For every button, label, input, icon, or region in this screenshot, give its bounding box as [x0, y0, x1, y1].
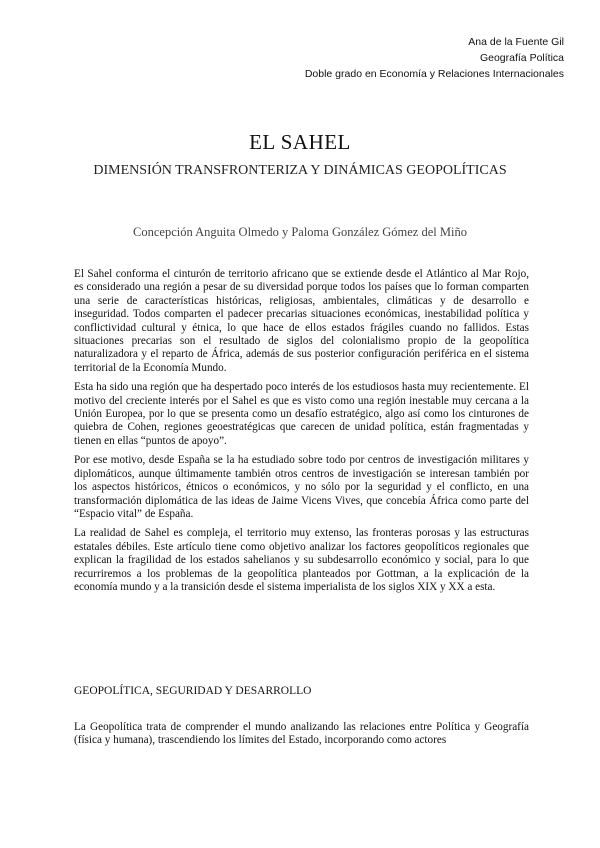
article-subtitle: DIMENSIÓN TRANSFRONTERIZA Y DINÁMICAS GEOPOLÍTICAS	[93, 163, 507, 178]
article-authors: Concepción Anguita Olmedo y Paloma González Gómez del Miño	[133, 225, 467, 239]
summary-body	[74, 268, 529, 600]
paragraph: El Sahel conforma el cinturón de territorio africano que se extiende desde el Atlántico al Mar Rojo, es considerado una región a pesar de su diversidad porque todos los países que lo forman comparten una serie de características históricas, religiosas, ambientales, climáticas y de desarrollo e inseguridad. Todos comparten el padecer precarias situaciones económicas, inestabilidad política y conflictividad cultural y étnica, lo que hace de ellos estados frágiles cuando no fallidos. Estas situaciones precarias son el resultado de siglos del colonialismo propio de la geopolítica naturalizadora y el reparto de África, además de sus posterior configuración periférica en el sistema territorial de la Economía Mundo.	[74, 268, 529, 374]
paragraph: Por ese motivo, desde España se la ha estudiado sobre todo por centros de investigación militares y diplomáticos, aunque últimamente también otros centros de investigación se interesan también por los aspectos históricos, étnicos o económicos, y no sólo por la seguridad y el conflicto, en una transformación diplomática de las ideas de Jaime Vicens Vives, que concebía África como parte del “Espacio vital” de España.	[74, 454, 529, 520]
section-body	[74, 721, 529, 748]
course-name: Geografía Política	[479, 52, 564, 64]
paragraph: La realidad de Sahel es compleja, el territorio muy extenso, las fronteras porosas y las estructuras estatales débiles. Este artículo tiene como objetivo analizar los factores geopolíticos regionales que explican la fragilidad de los estados sahelianos y su subdesarrollo económico y social, para lo que recurriremos a los problemas de la geopolítica planteados por Gottman, a la explicación de la economía mundo y a la transición desde el sistema imperialista de los siglos XIX y XX a esta.	[74, 527, 529, 593]
section-heading: GEOPOLÍTICA, SEGURIDAD Y DESARROLLO	[74, 685, 312, 697]
paragraph: La Geopolítica trata de comprender el mundo analizando las relaciones entre Política y Geografía (física y humana), trascendiendo los límites del Estado, incorporando como actores	[74, 721, 529, 747]
document-header	[305, 34, 564, 82]
article-title: EL SAHEL	[249, 130, 351, 154]
degree-name: Doble grado en Economía y Relaciones Internacionales	[304, 68, 564, 80]
paragraph: Esta ha sido una región que ha despertado poco interés de los estudiosos hasta muy recientemente. El motivo del creciente interés por el Sahel es que es visto como una región inestable muy cercana a la Unión Europea, por lo que se presenta como un desafío estratégico, algo así como los cinturones de quiebra de Cohen, regiones geoestratégicas que carecen de unidad política, están fragmentadas y tienen en ellas “puntos de apoyo”.	[74, 381, 529, 447]
author-name: Ana de la Fuente Gil	[468, 36, 564, 48]
